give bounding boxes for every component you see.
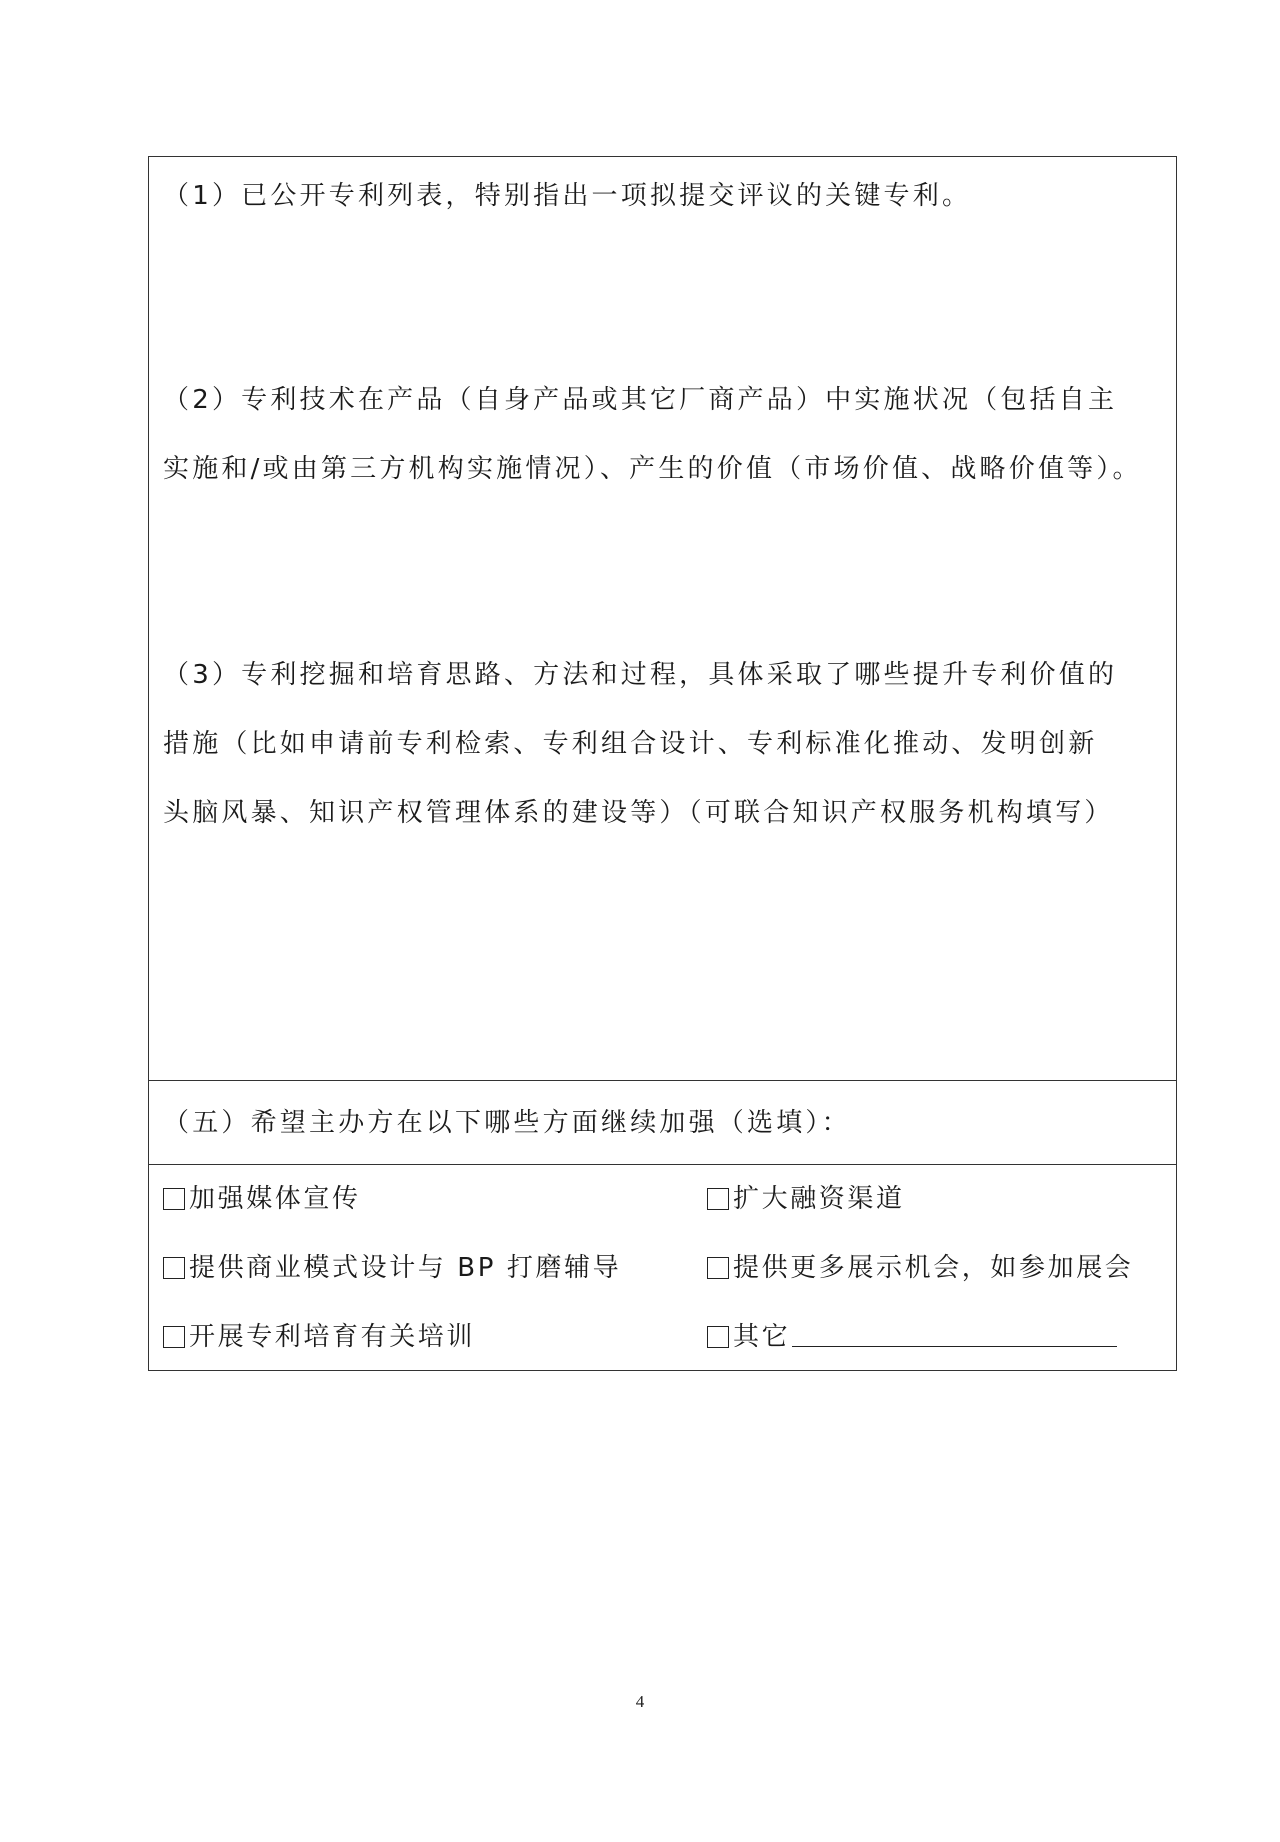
option-label: 其它 [733,1322,791,1352]
option-other[interactable] [707,1319,1117,1355]
item-2-line-1: （2）专利技术在产品（自身产品或其它厂商产品）中实施状况（包括自主 [163,385,1118,415]
option-label: 提供商业模式设计与 BP 打磨辅导 [189,1253,622,1283]
item-3-line-2: 措施（比如申请前专利检索、专利组合设计、专利标准化推动、发明创新 [163,729,1098,759]
item-2-line-2: 实施和/或由第三方机构实施情况）、产生的价值（市场价值、战略价值等）。 [163,454,1142,484]
checkbox-icon[interactable] [163,1188,185,1210]
section-five-title: （五）希望主办方在以下哪些方面继续加强（选填）： [163,1108,851,1138]
option-label: 开展专利培育有关培训 [189,1322,476,1352]
page-number: 4 [635,1692,645,1711]
option-patent-training[interactable] [163,1319,475,1355]
section-five-header [149,1081,1176,1165]
option-media-promotion[interactable] [163,1181,361,1217]
checkbox-icon[interactable] [163,1326,185,1348]
other-fill-in-line[interactable] [792,1320,1117,1347]
item-3-line-1: （3）专利挖掘和培育思路、方法和过程，具体采取了哪些提升专利价值的 [163,660,1118,690]
checkbox-icon[interactable] [707,1326,729,1348]
checkbox-icon[interactable] [707,1188,729,1210]
option-label: 加强媒体宣传 [189,1184,361,1214]
option-exhibition-opportunities[interactable] [707,1250,1133,1286]
checkbox-icon[interactable] [707,1257,729,1279]
option-business-model-coaching[interactable] [163,1250,621,1286]
option-financing-channels[interactable] [707,1181,905,1217]
application-form-table [148,156,1177,1371]
item-1-text: （1）已公开专利列表，特别指出一项拟提交评议的关键专利。 [163,181,972,211]
option-label: 扩大融资渠道 [733,1184,905,1214]
item-3-line-3: 头脑风暴、知识产权管理体系的建设等）（可联合知识产权服务机构填写） [163,798,1114,828]
patent-info-section [149,157,1176,1081]
checkbox-icon[interactable] [163,1257,185,1279]
option-label: 提供更多展示机会，如参加展会 [733,1253,1134,1283]
